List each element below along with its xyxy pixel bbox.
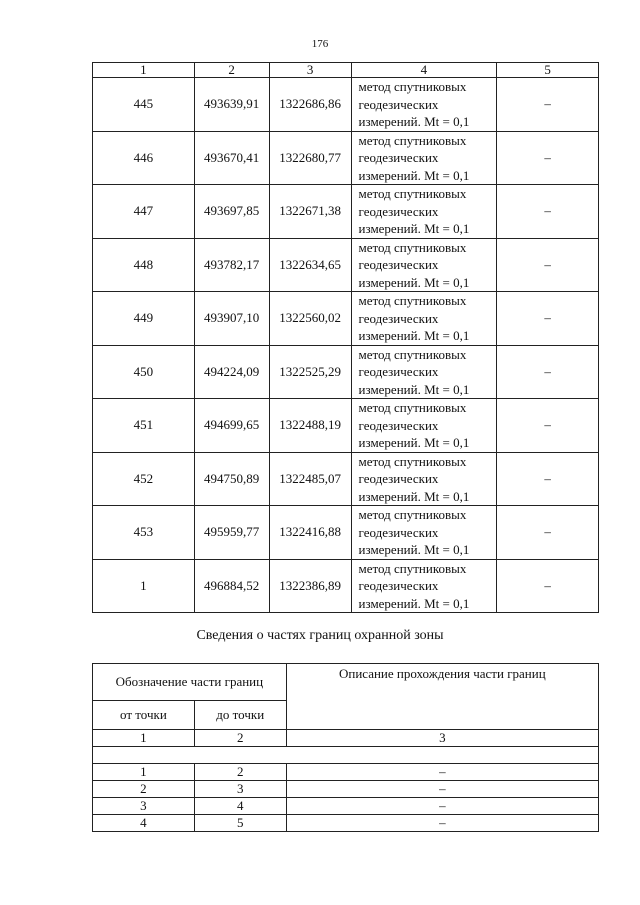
note-cell: –	[497, 506, 599, 560]
note-cell: –	[497, 345, 599, 399]
page-number: 176	[311, 38, 329, 50]
from-point: 1	[93, 764, 195, 781]
table-row	[93, 764, 599, 781]
coordinate-y: 1322671,38	[269, 185, 351, 239]
coordinate-x: 494750,89	[194, 452, 269, 506]
method-line: геодезических	[358, 364, 439, 379]
method-line: метод спутниковых	[358, 346, 467, 362]
coordinate-y: 1322686,86	[269, 78, 351, 132]
table-row	[93, 78, 599, 132]
point-number: 450	[93, 345, 195, 399]
method-line: метод спутниковых	[358, 239, 467, 255]
parts-spacer-cell	[93, 747, 599, 764]
section-title: Сведения о частях границ охранной зоны	[196, 628, 444, 643]
method-line: геодезических	[358, 578, 439, 593]
method-line: метод спутниковых	[358, 79, 467, 94]
note-cell: –	[497, 452, 599, 506]
column-number-4: 4	[351, 63, 497, 78]
method-line: метод спутниковых	[358, 400, 467, 415]
method-line: метод спутниковых	[358, 507, 467, 522]
coordinate-y: 1322525,29	[269, 345, 351, 399]
method-line: геодезических	[358, 203, 439, 219]
coordinate-x: 493907,10	[194, 292, 269, 346]
coordinate-y: 1322485,07	[269, 452, 351, 506]
part-description: –	[286, 764, 598, 781]
method-line: измерений. Mt = 0,1	[358, 274, 470, 290]
method-line: измерений. Mt = 0,1	[358, 381, 470, 397]
column-number-3: 3	[269, 63, 351, 78]
table-row	[93, 506, 599, 560]
parts-header-row-1	[93, 664, 599, 701]
part-description: –	[286, 798, 598, 815]
coordinate-x: 493697,85	[194, 185, 269, 239]
method-line: геодезических	[358, 257, 439, 272]
method-line: измерений. Mt = 0,1	[358, 167, 470, 183]
parts-spacer-row	[93, 747, 599, 764]
header-row	[93, 63, 599, 78]
coordinate-x: 494224,09	[194, 345, 269, 399]
point-number: 448	[93, 238, 195, 292]
parts-column-number-1: 1	[93, 730, 195, 747]
table-row	[93, 185, 599, 239]
column-number-2: 2	[194, 63, 269, 78]
table-row	[93, 815, 599, 832]
method-line: метод спутниковых	[358, 293, 467, 308]
table-row	[93, 345, 599, 399]
boundary-part-designation-header: Обозначение части границ	[93, 664, 287, 701]
from-point: 3	[93, 798, 195, 815]
method-description	[351, 238, 497, 292]
note-cell: –	[497, 292, 599, 346]
method-line: геодезических	[358, 471, 439, 486]
to-point: 4	[194, 798, 286, 815]
method-description	[351, 292, 497, 346]
note-cell: –	[497, 238, 599, 292]
point-number: 451	[93, 399, 195, 453]
coordinate-x: 494699,65	[194, 399, 269, 453]
coordinate-y: 1322634,65	[269, 238, 351, 292]
method-line: измерений. Mt = 0,1	[358, 328, 470, 343]
table-row	[93, 559, 599, 613]
method-line: измерений. Mt = 0,1	[358, 595, 470, 611]
method-line: измерений. Mt = 0,1	[358, 435, 470, 450]
coordinate-y: 1322680,77	[269, 131, 351, 185]
to-point-header: до точки	[194, 701, 286, 730]
method-description	[351, 185, 497, 239]
method-description	[351, 559, 497, 613]
method-line: геодезических	[358, 96, 439, 112]
method-description	[351, 78, 497, 132]
method-line: геодезических	[358, 310, 439, 326]
column-number-5: 5	[497, 63, 599, 78]
coordinate-x: 495959,77	[194, 506, 269, 560]
method-description	[351, 345, 497, 399]
method-description	[351, 452, 497, 506]
method-line: метод спутниковых	[358, 560, 467, 576]
part-description: –	[286, 781, 598, 798]
method-line: измерений. Mt = 0,1	[358, 221, 470, 236]
method-description	[351, 399, 497, 453]
method-description	[351, 506, 497, 560]
point-number: 452	[93, 452, 195, 506]
table-row	[93, 399, 599, 453]
from-point: 2	[93, 781, 195, 798]
point-number: 453	[93, 506, 195, 560]
coordinate-y: 1322386,89	[269, 559, 351, 613]
method-line: измерений. Mt = 0,1	[358, 114, 470, 129]
boundary-part-description-header: Описание прохождения части границ	[286, 664, 598, 730]
note-cell: –	[497, 131, 599, 185]
to-point: 3	[194, 781, 286, 798]
table-row	[93, 781, 599, 798]
method-line: измерений. Mt = 0,1	[358, 542, 470, 557]
coordinate-y: 1322416,88	[269, 506, 351, 560]
coordinate-y: 1322488,19	[269, 399, 351, 453]
to-point: 2	[194, 764, 286, 781]
table-row	[93, 238, 599, 292]
note-cell: –	[497, 78, 599, 132]
part-description: –	[286, 815, 598, 832]
method-line: метод спутниковых	[358, 132, 467, 148]
method-line: геодезических	[358, 150, 439, 165]
point-number: 449	[93, 292, 195, 346]
table-row	[93, 131, 599, 185]
coordinate-y: 1322560,02	[269, 292, 351, 346]
coordinate-x: 493639,91	[194, 78, 269, 132]
note-cell: –	[497, 399, 599, 453]
coordinate-x: 493782,17	[194, 238, 269, 292]
note-cell: –	[497, 185, 599, 239]
note-cell: –	[497, 559, 599, 613]
method-line: геодезических	[358, 417, 439, 433]
parts-column-number-2: 2	[194, 730, 286, 747]
point-number: 1	[93, 559, 195, 613]
coordinate-x: 496884,52	[194, 559, 269, 613]
boundary-parts-table	[92, 663, 599, 832]
parts-column-numbers-row	[93, 730, 599, 747]
table-row	[93, 292, 599, 346]
method-line: геодезических	[358, 524, 439, 540]
point-number: 445	[93, 78, 195, 132]
from-point-header: от точки	[93, 701, 195, 730]
point-number: 446	[93, 131, 195, 185]
column-number-1: 1	[93, 63, 195, 78]
coordinates-table	[92, 62, 599, 613]
from-point: 4	[93, 815, 195, 832]
parts-column-number-3: 3	[286, 730, 598, 747]
table-row	[93, 798, 599, 815]
to-point: 5	[194, 815, 286, 832]
point-number: 447	[93, 185, 195, 239]
method-line: метод спутниковых	[358, 453, 467, 469]
method-description	[351, 131, 497, 185]
coordinate-x: 493670,41	[194, 131, 269, 185]
table-row	[93, 452, 599, 506]
method-line: метод спутниковых	[358, 186, 467, 201]
method-line: измерений. Mt = 0,1	[358, 488, 470, 504]
